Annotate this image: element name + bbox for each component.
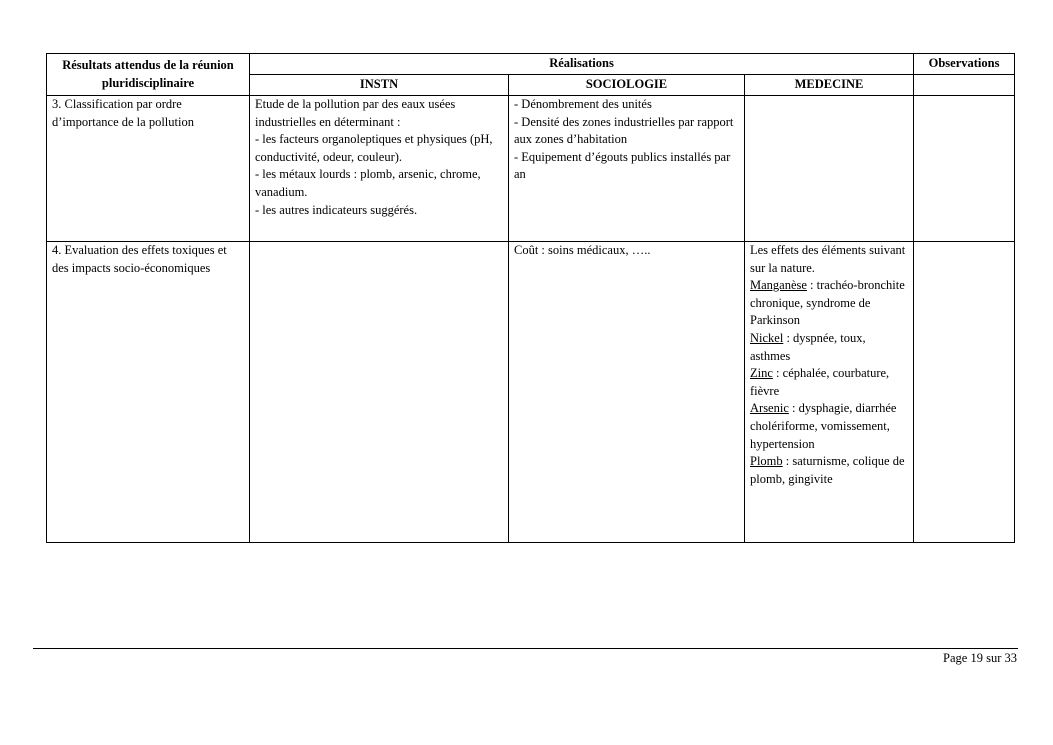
medecine-item <box>750 365 908 400</box>
row4-instn <box>250 242 509 543</box>
row3-instn <box>250 96 509 242</box>
row4-observations <box>914 242 1015 543</box>
row3-instn-line: - les facteurs organoleptiques et physiques (pH, conductivité, odeur, couleur). <box>255 132 493 164</box>
element-name: Arsenic <box>750 401 789 416</box>
medecine-item <box>750 400 908 453</box>
row4-medecine <box>745 242 914 543</box>
header-medecine: MEDECINE <box>745 75 914 96</box>
element-effect: : dyspnée, toux, asthmes <box>750 330 866 363</box>
header-observations-sub <box>914 75 1015 96</box>
element-name: Nickel <box>750 330 784 345</box>
row3-result: 3. Classification par ordre d’importance de la pollution <box>47 96 250 242</box>
header-observations: Observations <box>914 54 1015 75</box>
realisations-table <box>46 53 1015 543</box>
table-row <box>47 242 1015 543</box>
element-name: Manganèse <box>750 278 807 293</box>
header-instn: INSTN <box>250 75 509 96</box>
footer-divider <box>33 648 1018 649</box>
row3-socio-line: - Dénombrement des unités <box>514 97 652 111</box>
medecine-item <box>750 330 908 365</box>
element-effect: : céphalée, courbature, fièvre <box>750 366 890 398</box>
table-row <box>47 96 1015 242</box>
row3-sociologie <box>509 96 745 242</box>
row3-medecine <box>745 96 914 242</box>
medecine-item <box>750 277 908 330</box>
element-name: Plomb <box>750 454 783 469</box>
row3-observations <box>914 96 1015 242</box>
row3-socio-line: - Equipement d’égouts publics installés par an <box>514 149 731 182</box>
medecine-intro: Les effets des éléments suivant sur la nature. <box>750 243 906 275</box>
medecine-item <box>750 453 908 488</box>
element-effect: : saturnisme, colique de plomb, gingivite <box>750 454 905 486</box>
page-number: Page 19 sur 33 <box>943 651 1017 665</box>
element-effect: : trachéo-bronchite chronique, syndrome de Parkinson <box>750 278 905 328</box>
header-sociologie: SOCIOLOGIE <box>509 75 745 96</box>
row3-instn-line: Etude de la pollution par des eaux usées industrielles en déterminant : <box>255 97 456 129</box>
row3-socio-line: - Densité des zones industrielles par rapport aux zones d’habitation <box>514 114 734 147</box>
row4-sociologie: Coût : soins médicaux, ….. <box>509 242 745 543</box>
element-effect: : dysphagie, diarrhée cholériforme, vomissement, hypertension <box>750 401 897 451</box>
row4-result: 4. Evaluation des effets toxiques et des impacts socio-économiques <box>47 242 250 543</box>
row3-instn-line: - les métaux lourds : plomb, arsenic, chrome, vanadium. <box>255 167 481 199</box>
header-realisations: Réalisations <box>250 54 914 75</box>
row3-instn-line: - les autres indicateurs suggérés. <box>255 202 418 217</box>
element-name: Zinc <box>750 366 773 381</box>
header-results: Résultats attendus de la réunion pluridisciplinaire <box>47 54 250 96</box>
